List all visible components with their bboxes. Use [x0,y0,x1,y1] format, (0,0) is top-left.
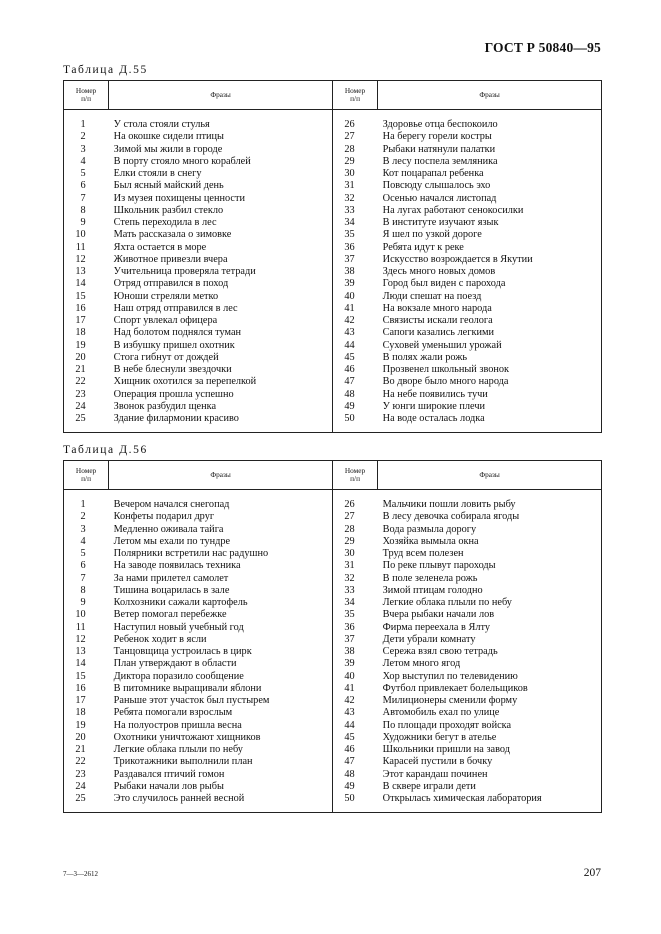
phrase: Карасей пустили в бочку [382,756,493,768]
row-number: 39 [344,278,355,290]
phrase: Искусство возрождается в Якутии [382,253,533,265]
document-code: ГОСТ Р 50840—95 [484,40,601,55]
table-row [64,413,602,425]
phrase: В лесу поспела земляника [382,155,498,167]
table-row [64,401,602,413]
row-number: 3 [80,143,86,155]
row-number: 12 [75,253,86,265]
row-number: 17 [75,315,86,326]
table-row [64,720,602,732]
phrase: Ветер помогал перебежке [109,609,333,621]
row-number: 27 [344,511,355,523]
table-row [64,303,602,315]
row-number: 26 [344,499,355,510]
phrase: У стола стояли стулья [109,119,333,131]
phrase: Автомобиль ехал по улице [382,707,500,719]
row-number: 5 [80,548,86,559]
table-row [64,119,602,131]
phrase: Школьник разбил стекло [109,205,333,217]
phrase: Юноши стреляли метко [109,291,333,303]
table-row [64,634,602,646]
row-number: 9 [80,597,86,608]
row-number: 46 [344,364,355,375]
row-number: 41 [344,302,355,314]
table-row [64,732,602,744]
row-number: 41 [344,682,355,694]
phrase: Мальчики пошли ловить рыбу [382,499,516,510]
table-row [64,511,602,523]
row-number: 8 [80,584,86,596]
table-row [64,671,602,683]
row-number: 20 [75,731,86,743]
table-row [64,327,602,339]
phrase: На окошке сидели птицы [109,131,333,143]
phrase: У юнги широкие плечи [382,400,486,412]
phrases-table-d55 [63,80,602,433]
table-row [64,683,602,695]
phrase: Животное привезли вчера [109,254,333,266]
row-number: 15 [75,670,86,682]
phrase: Суховей уменьшил урожай [382,339,502,351]
phrase: Здоровье отца беспокоило [382,119,498,130]
row-number: 23 [75,388,86,400]
phrase: Я шел по узкой дороге [382,229,482,241]
phrase: Повсюду слышалось эхо [382,180,491,192]
row-number: 30 [344,548,355,559]
row-number: 50 [344,413,355,424]
phrase: Дети убрали комнату [382,633,476,645]
phrase: Связисты искали геолога [382,315,493,326]
phrase: В институте изучают язык [382,217,499,228]
phrase: Зимой мы жили в городе [109,144,333,156]
phrase: Тишина воцарилась в зале [109,585,333,597]
table-row [64,707,602,719]
row-number: 35 [344,229,355,241]
phrase: Спорт увлекал офицера [109,315,333,327]
row-number: 32 [344,192,355,204]
table-row [64,217,602,229]
row-number: 43 [344,327,355,339]
row-number: 40 [344,290,355,302]
table-row [64,340,602,352]
row-number: 19 [75,719,86,731]
phrase: Сережа взял свою тетрадь [382,646,498,657]
row-number: 19 [75,339,86,351]
phrase: Диктора поразило сообщение [109,671,333,683]
row-number: 31 [344,180,355,192]
table-caption-d55: Таблица Д.55 [63,64,148,76]
row-number: 10 [75,229,86,241]
table-row [64,524,602,536]
phrase: Наш отряд отправился в лес [109,303,333,315]
phrase: В поле зеленела рожь [382,572,478,584]
table-row [64,242,602,254]
phrase: Люди спешат на поезд [382,290,482,302]
row-number: 4 [80,155,86,167]
phrase: На берегу горели костры [382,131,492,143]
row-number: 17 [75,695,86,706]
row-number: 1 [80,119,86,130]
phrase: В питомнике выращивали яблони [109,683,333,695]
row-number: 43 [344,707,355,719]
table-row [64,756,602,768]
table-row [64,585,602,597]
phrase: Фирма переехала в Ялту [382,621,491,633]
row-number: 28 [344,143,355,155]
row-number: 5 [80,168,86,179]
phrase: Это случилось ранней весной [109,793,333,805]
row-number: 37 [344,253,355,265]
table-row [64,266,602,278]
phrase: В полях жали рожь [382,351,468,363]
row-number: 42 [344,695,355,706]
row-number: 47 [344,376,355,388]
table-row [64,193,602,205]
phrase: На полуостров пришла весна [109,720,333,732]
row-number: 27 [344,131,355,143]
phrase: Трикотажники выполнили план [109,756,333,768]
row-number: 14 [75,278,86,290]
phrase: Милиционеры сменили форму [382,695,518,706]
phrase: Колхозники сажали картофель [109,597,333,609]
phrase: Ребенок ходит в ясли [109,634,333,646]
column-header-phrases: Фразы [109,461,333,490]
table-row [64,536,602,548]
row-number: 34 [344,597,355,608]
phrase: Стога гибнут от дождей [109,352,333,364]
row-number: 21 [75,364,86,375]
row-number: 48 [344,768,355,780]
row-number: 45 [344,351,355,363]
phrase: По площади проходят войска [382,719,512,731]
table-row [64,744,602,756]
table-row [64,781,602,793]
row-number: 16 [75,682,86,694]
row-number: 36 [344,621,355,633]
phrase: Медленно оживала тайга [109,524,333,536]
print-code: 7—3—2612 [63,870,98,878]
phrase: Художники бегут в ателье [382,731,497,743]
table-row [64,229,602,241]
row-number: 26 [344,119,355,130]
row-number: 22 [75,376,86,388]
phrase: Осенью начался листопад [382,192,497,204]
phrase: Ребята помогали взрослым [109,707,333,719]
row-number: 44 [344,719,355,731]
phrase: Над болотом поднялся туман [109,327,333,339]
table-row [64,389,602,401]
phrase: Рыбаки натянули палатки [382,143,496,155]
row-number: 10 [75,609,86,621]
row-number: 14 [75,658,86,670]
table-row [64,144,602,156]
row-number: 28 [344,523,355,535]
column-header-phrases: Фразы [378,81,602,110]
phrase: Был ясный майский день [109,180,333,192]
phrase: Футбол привлекает болельщиков [382,682,528,694]
phrase: Город был виден с парохода [382,278,506,290]
phrase: Здесь много новых домов [382,266,496,277]
table-row [64,646,602,658]
table-row [64,291,602,303]
phrase: Рыбаки начали лов рыбы [109,781,333,793]
phrase: На воде осталась лодка [382,413,485,424]
row-number: 25 [75,793,86,804]
table-row [64,597,602,609]
table-row [64,315,602,327]
row-number: 47 [344,756,355,768]
row-number: 40 [344,670,355,682]
row-number: 44 [344,339,355,351]
phrase: Вода размыла дорогу [382,523,477,535]
row-number: 3 [80,523,86,535]
phrase: Летом много ягод [382,658,461,670]
row-number: 16 [75,302,86,314]
table-caption-d56: Таблица Д.56 [63,444,148,456]
table-row [64,376,602,388]
phrase: В сквере играли дети [382,780,476,792]
column-header-number: Номер п/п [332,461,377,490]
phrase: По реке плывут пароходы [382,560,496,572]
row-number: 7 [80,192,86,204]
table-row [64,548,602,560]
row-number: 35 [344,609,355,621]
row-number: 18 [75,327,86,339]
row-number: 15 [75,290,86,302]
column-header-phrases: Фразы [109,81,333,110]
table-row [64,156,602,168]
row-number: 42 [344,315,355,326]
phrase: Охотники уничтожают хищников [109,732,333,744]
phrase: Хозяйка вымыла окна [382,535,479,547]
table-row [64,364,602,376]
phrase: В лесу девочка собирала ягоды [382,511,520,523]
row-number: 24 [75,780,86,792]
table-row [64,793,602,805]
row-number: 23 [75,768,86,780]
row-number: 9 [80,217,86,228]
row-number: 39 [344,658,355,670]
column-header-phrases: Фразы [378,461,602,490]
row-number: 50 [344,793,355,804]
row-number: 18 [75,707,86,719]
row-number: 49 [344,400,355,412]
row-number: 2 [80,511,86,523]
table-row [64,499,602,511]
phrase: Наступил новый учебный год [109,622,333,634]
phrase: На вокзале много народа [382,302,492,314]
phrase: Елки стояли в снегу [109,168,333,180]
phrase: На заводе появилась техника [109,560,333,572]
phrase: Раздавался птичий гомон [109,769,333,781]
row-number: 36 [344,241,355,253]
row-number: 32 [344,572,355,584]
row-number: 22 [75,756,86,768]
row-number: 4 [80,535,86,547]
row-number: 13 [75,646,86,657]
phrase: Раньше этот участок был пустырем [109,695,333,707]
row-number: 45 [344,731,355,743]
phrases-table-d56 [63,460,602,813]
table-row [64,131,602,143]
phrase: Легкие облака плыли по небу [382,597,512,608]
phrase: Труд всем полезен [382,548,464,559]
phrase: Из музея похищены ценности [109,193,333,205]
phrase: Прозвенел школьный звонок [382,364,510,375]
table-row [64,560,602,572]
table-row [64,609,602,621]
table-row [64,254,602,266]
phrase: Операция прошла успешно [109,389,333,401]
phrase: В небе блеснули звездочки [109,364,333,376]
row-number: 25 [75,413,86,424]
row-number: 20 [75,351,86,363]
table-row [64,658,602,670]
row-number: 38 [344,646,355,657]
row-number: 38 [344,266,355,277]
table-row [64,573,602,585]
phrase: В порту стояло много кораблей [109,156,333,168]
row-number: 24 [75,400,86,412]
phrase: Конфеты подарил друг [109,511,333,523]
row-number: 37 [344,633,355,645]
phrase: Полярники встретили нас радушно [109,548,333,560]
phrase: Кот поцарапал ребенка [382,168,484,179]
column-header-number: Номер п/п [332,81,377,110]
phrase: Этот карандаш починен [382,768,488,780]
page-number: 207 [583,867,601,879]
row-number: 31 [344,560,355,572]
row-number: 1 [80,499,86,510]
row-number: 11 [75,241,86,253]
phrase: Звонок разбудил щенка [109,401,333,413]
column-header-number: Номер п/п [64,81,109,110]
row-number: 33 [344,584,355,596]
phrase: Учительница проверяла тетради [109,266,333,278]
phrase: Степь переходила в лес [109,217,333,229]
phrase: Хор выступил по телевидению [382,670,518,682]
table-row [64,205,602,217]
row-number: 2 [80,131,86,143]
table-row [64,695,602,707]
column-header-number: Номер п/п [64,461,109,490]
phrase: Открылась химическая лаборатория [382,793,542,804]
phrase: Яхта остается в море [109,242,333,254]
table-row [64,168,602,180]
phrase: Мать рассказала о зимовке [109,229,333,241]
row-number: 29 [344,535,355,547]
row-number: 21 [75,744,86,755]
row-number: 30 [344,168,355,179]
phrase: Хищник охотился за перепелкой [109,376,333,388]
phrase: За нами прилетел самолет [109,573,333,585]
row-number: 7 [80,572,86,584]
table-row [64,278,602,290]
phrase: Отряд отправился в поход [109,278,333,290]
row-number: 6 [80,560,86,572]
row-number: 49 [344,780,355,792]
phrase: Во дворе было много народа [382,376,509,388]
table-row [64,622,602,634]
phrase: Зимой птицам голодно [382,584,483,596]
phrase: Вчера рыбаки начали лов [382,609,495,621]
row-number: 34 [344,217,355,228]
row-number: 46 [344,744,355,755]
row-number: 29 [344,155,355,167]
table-row [64,352,602,364]
phrase: Сапоги казались легкими [382,327,495,339]
row-number: 6 [80,180,86,192]
phrase: Летом мы ехали по тундре [109,536,333,548]
phrase: В избушку пришел охотник [109,340,333,352]
phrase: Ребята идут к реке [382,241,464,253]
phrase: План утверждают в области [109,658,333,670]
row-number: 13 [75,266,86,277]
row-number: 12 [75,633,86,645]
row-number: 48 [344,388,355,400]
phrase: Школьники пришли на завод [382,744,510,755]
phrase: Здание филармонии красиво [109,413,333,425]
row-number: 8 [80,204,86,216]
phrase: Вечером начался снегопад [109,499,333,511]
phrase: Танцовщица устроилась в цирк [109,646,333,658]
phrase: На небе появились тучи [382,388,488,400]
table-row [64,180,602,192]
table-row [64,769,602,781]
phrase: На лугах работают сенокосилки [382,204,524,216]
row-number: 11 [75,621,86,633]
row-number: 33 [344,204,355,216]
phrase: Легкие облака плыли по небу [109,744,333,756]
